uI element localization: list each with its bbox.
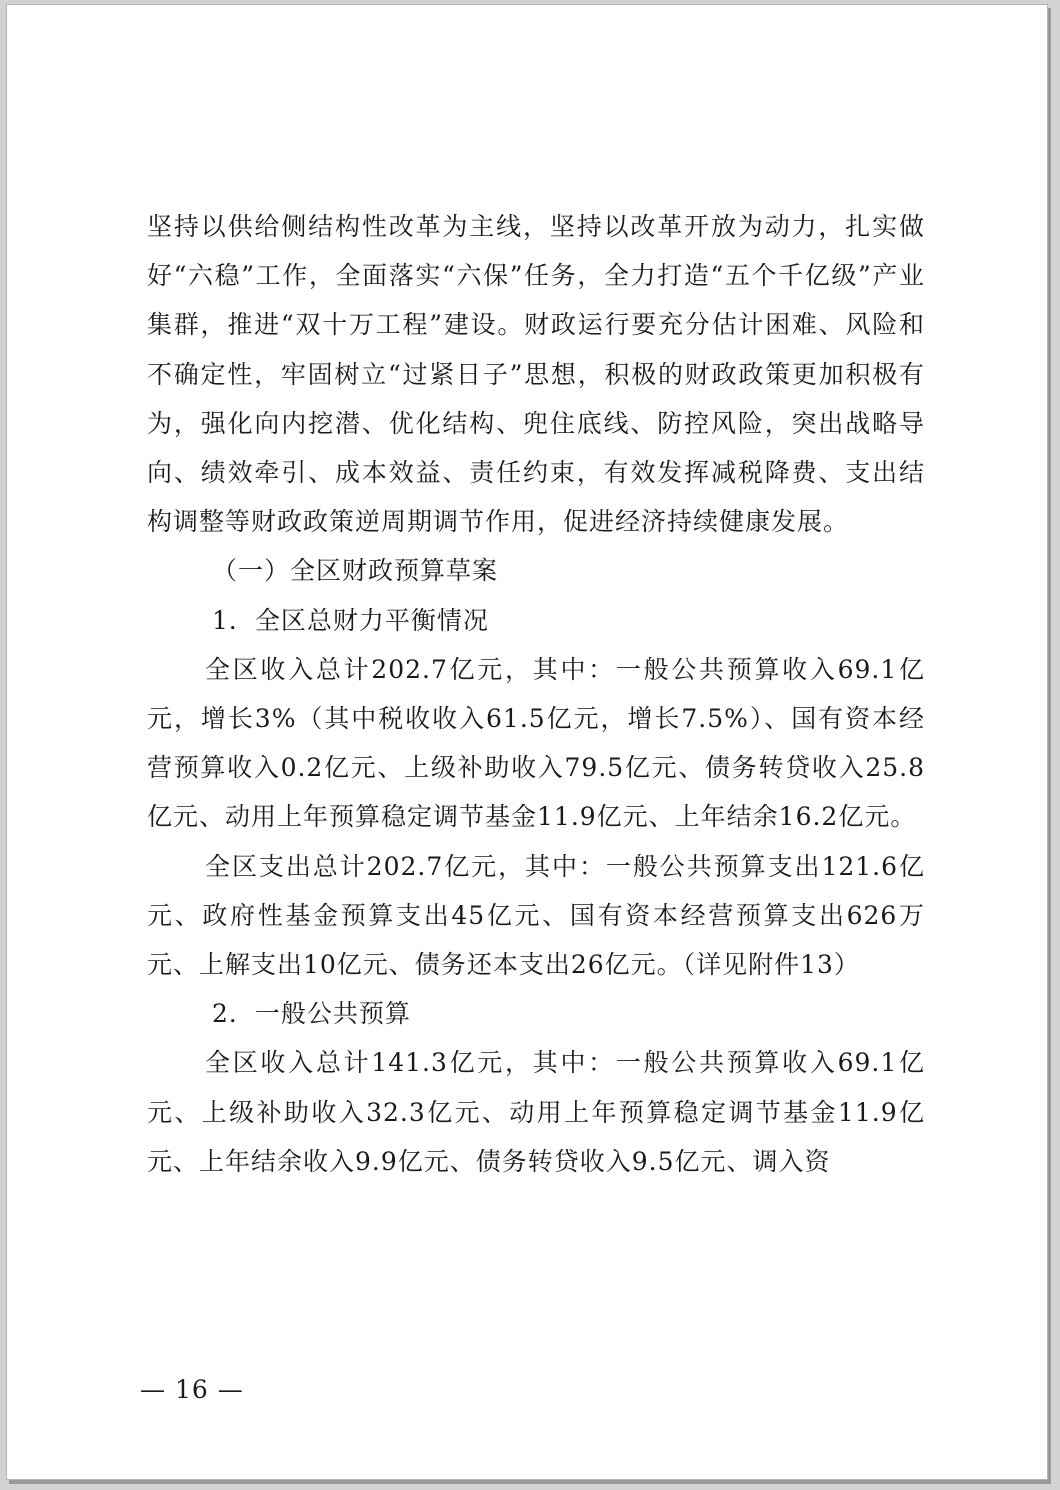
paragraph-continuation: 坚持以供给侧结构性改革为主线，坚持以改革开放为动力，扎实做好“六稳”工作，全面落实“六保”任务，全力打造“五个千亿级”产业集群，推进“双十万工程”建设。财政运行要充分估计困难、风险和不确定性，牢固树立“过紧日子”思想，积极的财政政策更加积极有为，强化向内挖潜、优化结构、兜住底线、防控风险，突出战略导向、绩效牵引、成本效益、责任约束，有效发挥减税降费、支出结构调整等财政政策逆周期调节作用，促进经济持续健康发展。 [147, 212, 925, 537]
section-heading: （一）全区财政预算草案 [212, 556, 499, 586]
paragraph-revenue-total: 全区收入总计202.7亿元，其中：一般公共预算收入69.1亿元，增长3%（其中税收收入61.5亿元，增长7.5%）、国有资本经营预算收入0.2亿元、上级补助收入79.5亿元、债务转贷收入25.8亿元、动用上年预算稳定调节基金11.9亿元、上年结余16.2亿元。 [147, 654, 925, 832]
page-number: — 16 — [140, 1375, 244, 1404]
body-text [147, 202, 925, 1186]
subsection-heading: 2．一般公共预算 [212, 999, 411, 1029]
document-page [6, 4, 1048, 1480]
subsection-heading: 1．全区总财力平衡情况 [212, 605, 489, 635]
paragraph-general-budget: 全区收入总计141.3亿元，其中：一般公共预算收入69.1亿元、上级补助收入32.3亿元、动用上年预算稳定调节基金11.9亿元、上年结余收入9.9亿元、债务转贷收入9.5亿元、调入资 [147, 1048, 925, 1176]
paragraph-expenditure-total: 全区支出总计202.7亿元，其中：一般公共预算支出121.6亿元、政府性基金预算支出45亿元、国有资本经营预算支出626万元、上解支出10亿元、债务还本支出26亿元。（详见附件13） [147, 851, 925, 980]
